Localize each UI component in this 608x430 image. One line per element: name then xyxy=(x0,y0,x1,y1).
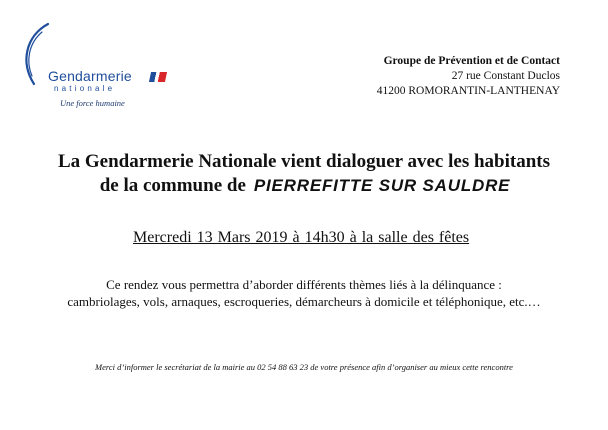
logo-subtitle: nationale xyxy=(54,84,116,93)
headline-line1: La Gendarmerie Nationale vient dialoguer avec les habitants xyxy=(57,151,551,172)
headline-line2 xyxy=(0,174,608,198)
address-organization: Groupe de Prévention et de Contact xyxy=(383,55,560,67)
body-line2: cambriolages, vols, arnaques, escroqueries, démarcheurs à domicile et téléphonique, etc.… xyxy=(67,294,541,309)
footnote: Merci d’informer le secrétariat de la mairie au 02 54 88 63 23 de votre présence afin d’organiser au mieux cette rencontre xyxy=(95,362,513,372)
headline xyxy=(0,150,608,198)
address-city: 41200 ROMORANTIN-LANTHENAY xyxy=(376,85,560,97)
logo-name: Gendarmerie xyxy=(48,68,132,84)
gendarmerie-logo-icon xyxy=(18,18,58,98)
event-date-line: Mercredi 13 Mars 2019 à 14h30 à la salle des fêtes xyxy=(133,229,470,246)
body-line1: Ce rendez vous permettra d’aborder différents thèmes liés à la délinquance : xyxy=(106,277,502,292)
commune-name: PIERREFITTE SUR SAULDRE xyxy=(253,176,511,195)
headline-line2-prefix: de la commune de xyxy=(99,175,246,196)
body-paragraph xyxy=(0,276,608,310)
address-street: 27 rue Constant Duclos xyxy=(451,70,560,82)
logo-motto: Une force humaine xyxy=(60,98,125,108)
logo-flag-icon xyxy=(149,72,167,82)
address-block xyxy=(377,54,560,99)
gendarmerie-logo xyxy=(18,18,158,118)
